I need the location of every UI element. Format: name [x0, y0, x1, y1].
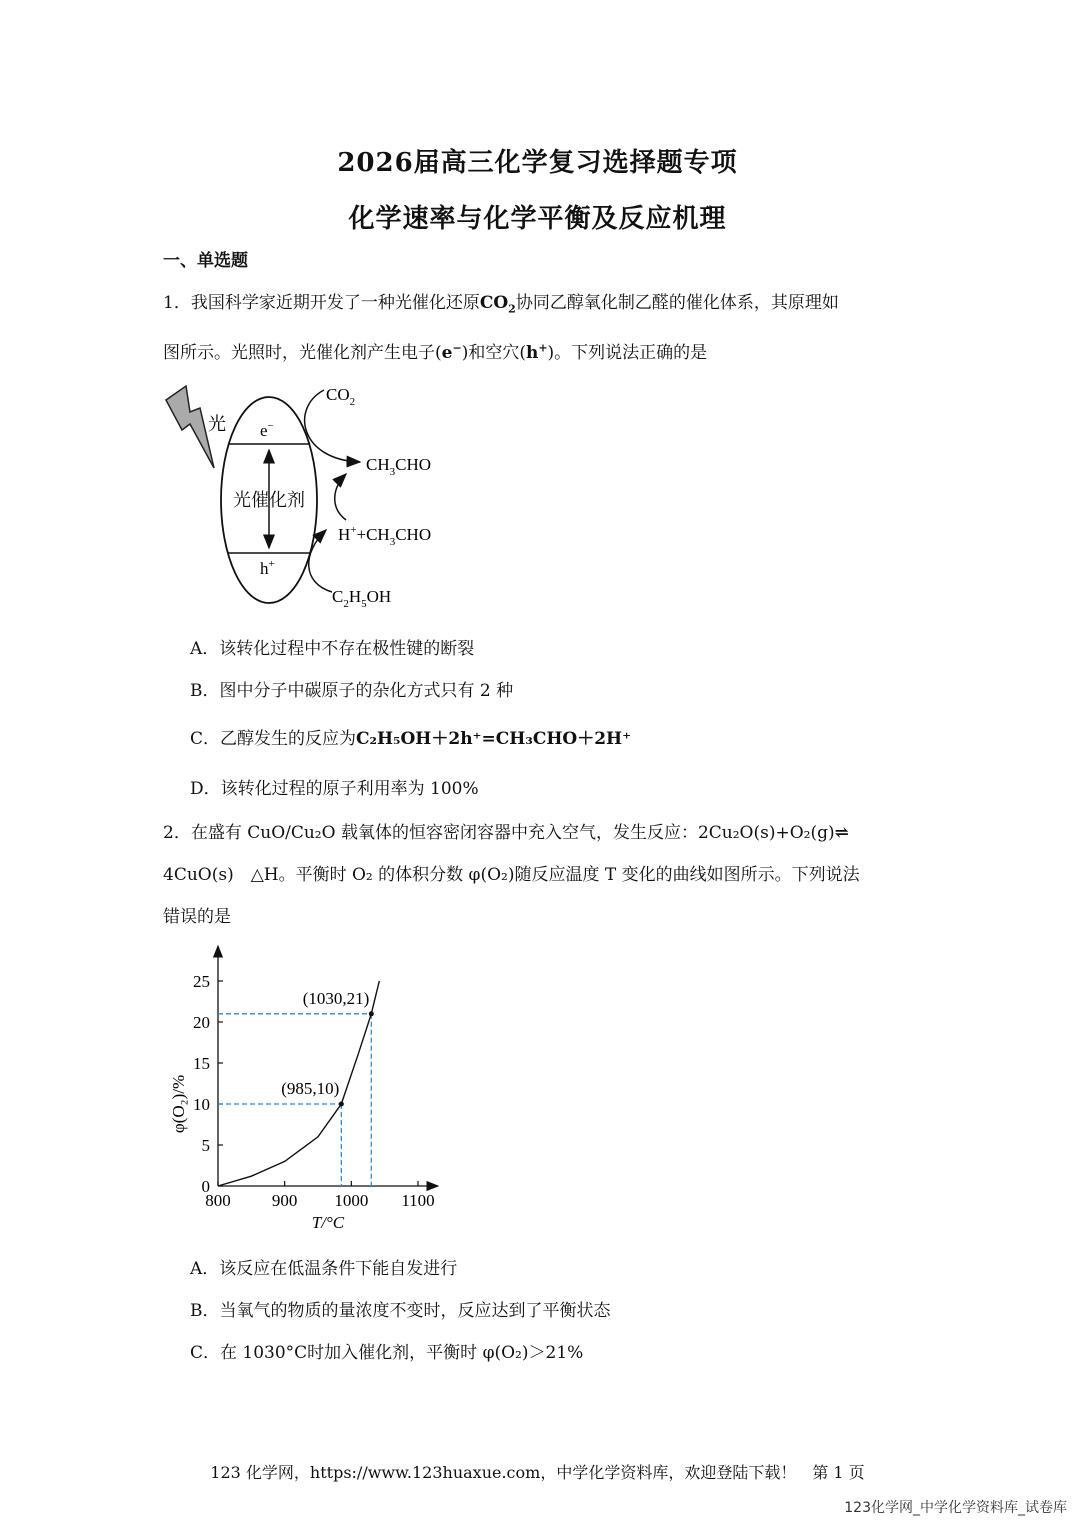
- q2-number: 2．: [163, 823, 191, 843]
- data-point-label: (985,10): [281, 1079, 340, 1098]
- watermark: 123化学网_中学化学资料库_试卷库: [844, 1500, 1067, 1516]
- y-tick-label: 20: [193, 1013, 210, 1032]
- co2-formula: $CO_2$: [479, 293, 516, 316]
- q1-line1: [163, 288, 839, 315]
- lightning-icon: [166, 386, 214, 468]
- data-point: [339, 1102, 344, 1107]
- catalyst-label: 光催化剂: [233, 490, 305, 510]
- section-heading: 一、单选题: [163, 251, 248, 271]
- y-tick-label: 5: [201, 1136, 210, 1155]
- hole-symbol: h+: [525, 341, 548, 363]
- q2-line2: 4CuO(s) △H。平衡时 O₂ 的体积分数 φ(O₂)随反应温度 T 变化的曲线如图所示。下列说法: [163, 865, 860, 885]
- ethanol-label: $C_2H_5OH$: [332, 587, 392, 610]
- equilibrium-chart: [160, 940, 460, 1240]
- y-tick-label: 25: [193, 972, 210, 991]
- q1-text-a: 我国科学家近期开发了一种光催化还原: [190, 293, 480, 313]
- x-tick-label: 900: [271, 1191, 298, 1210]
- document-subtitle: 化学速率与化学平衡及反应机理: [348, 204, 727, 234]
- photocatalysis-diagram: [160, 378, 500, 618]
- q1-option-c: C．乙醇发生的反应为C₂H₅OH＋2h⁺=CH₃CHO＋2H⁺: [190, 729, 632, 749]
- x-tick-label: 1000: [334, 1191, 369, 1210]
- q1-text-b: 协同乙醇氧化制乙醛的催化体系，其原理如: [515, 293, 839, 313]
- hole-label: h+: [260, 558, 275, 578]
- data-point-label: (1030,21): [302, 988, 370, 1008]
- q2-line1: 2．在盛有 CuO/Cu₂O 载氧体的恒容密闭容器中充入空气，发生反应：2Cu₂O(s)+O₂(g)⇌: [163, 823, 849, 843]
- light-label: 光: [208, 414, 226, 434]
- x-tick-label: 1100: [401, 1191, 435, 1210]
- intermediate-label: $H^++CH_3CHO$: [338, 524, 432, 548]
- q1-option-a: A．该转化过程中不存在极性键的断裂: [190, 639, 475, 659]
- page-footer: 123 化学网，https://www.123huaxue.com，中学化学资料库，欢迎登陆下载！ 第 1 页: [210, 1463, 865, 1482]
- q1-option-b: B．图中分子中碳原子的杂化方式只有 2 种: [190, 681, 514, 701]
- co2-label: $CO_2$: [326, 385, 356, 408]
- data-point: [369, 1011, 374, 1016]
- reaction-equation: C₂H₅OH＋2h⁺=CH₃CHO＋2H⁺: [356, 729, 632, 749]
- q1-number: 1．: [163, 293, 191, 313]
- q2-option-c: C．在 1030°C时加入催化剂，平衡时 φ(O₂)＞21%: [190, 1343, 584, 1363]
- document-title: 2026届高三化学复习选择题专项: [337, 148, 738, 178]
- q2-option-a: A．该反应在低温条件下能自发进行: [190, 1259, 458, 1279]
- y-axis-label: φ(O₂)/%: [169, 1074, 188, 1134]
- x-axis-label: T/°C: [311, 1213, 345, 1232]
- y-tick-label: 0: [201, 1177, 210, 1196]
- q1-line2: 图所示。光照时，光催化剂产生电子(e−)和空穴(h+)。下列说法正确的是: [163, 341, 708, 363]
- q2-line3: 错误的是: [163, 907, 231, 927]
- q2-option-b: B．当氧气的物质的量浓度不变时，反应达到了平衡状态: [190, 1301, 611, 1321]
- equilibrium-sign: ⇌: [834, 823, 849, 843]
- x-tick-label: 800: [205, 1191, 231, 1210]
- acetaldehyde-label: $CH_3CHO$: [366, 455, 432, 478]
- y-tick-label: 15: [193, 1054, 210, 1073]
- electron-symbol: e−: [441, 341, 462, 363]
- electron-label: e−: [260, 420, 274, 440]
- y-tick-label: 10: [193, 1095, 210, 1114]
- q1-option-d: D．该转化过程的原子利用率为 100%: [190, 779, 479, 799]
